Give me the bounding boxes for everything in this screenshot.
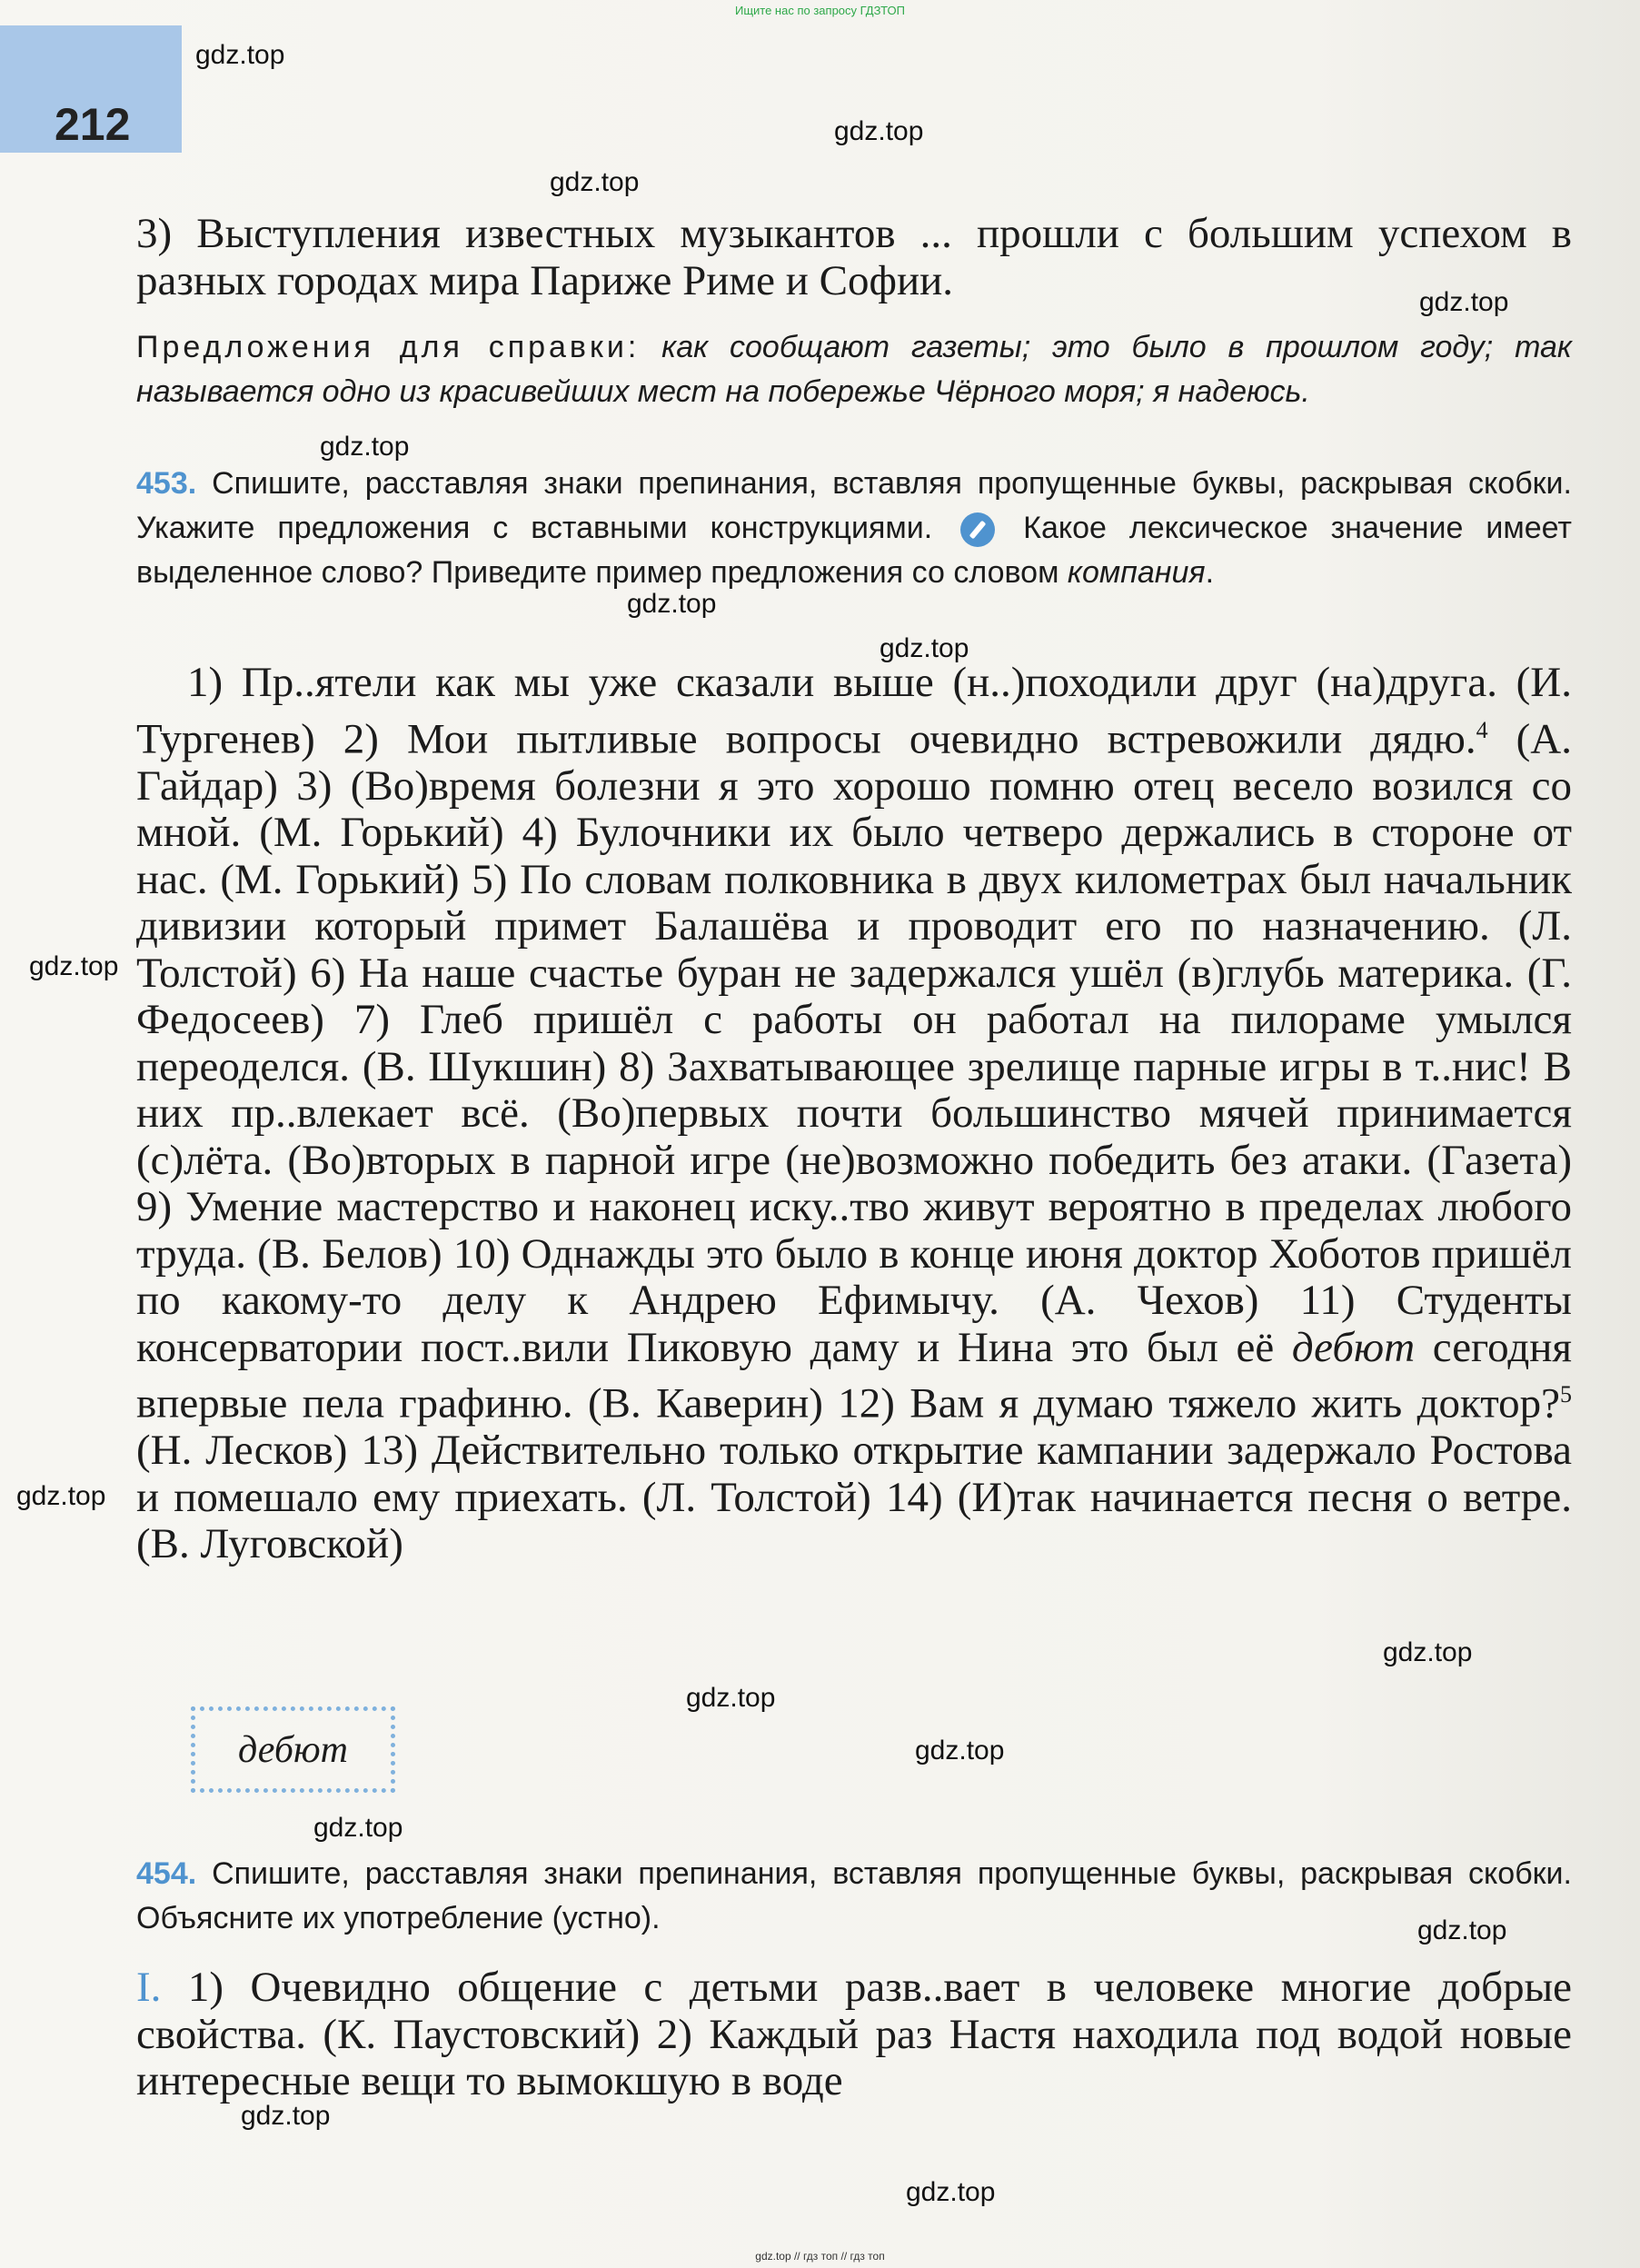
vocabulary-word: дебют bbox=[238, 1728, 348, 1771]
footnote-4: 4 bbox=[1476, 716, 1488, 743]
watermark: gdz.top bbox=[686, 1683, 776, 1713]
exercise-454-number: 454. bbox=[136, 1856, 197, 1891]
exercise-454-task-text: Спишите, расставляя знаки препинания, вставляя пропущенные буквы, раскрывая скобки. Объясните их употребление (устно). bbox=[136, 1856, 1572, 1935]
exercise-453-body-a: 1) Пр..ятели как мы уже сказали выше (н..)походили друг (на)друга. (И. Тургенев) 2) Мои пытливые вопросы очевидно встревожили дядю. bbox=[136, 659, 1572, 763]
reference-label: Предложения для справки: bbox=[136, 330, 641, 364]
watermark: gdz.top bbox=[1419, 287, 1509, 317]
exercise-453-number: 453. bbox=[136, 466, 197, 501]
exercise-453-body-b: (А. Гайдар) 3) (Во)время болезни я это хорошо помню отец весело возился со мной. (М. Горький) 4) Булочники их было четверо держались в стороне от нас. (М. Горький) 5) По словам полковника в двух километрах был начальник дивизии который примет Балашёва и проводит его по назначению. (Л. Толстой) 6) На наше счастье буран не задержался ушёл (в)глубь материка. (Г. Федосеев) 7) Глеб пришёл с работы он работал на пилораме умылся переоделся. (В. Шукшин) 8) Захватывающее зрелище парные игры в т..нис! В них пр..влекает всё. (Во)первых почти большинство мячей принимается (с)лёта. (Во)вторых в парной игре (не)возможно победить без атаки. (Газета) 9) Умение мастерство и наконец иску..тво живут вероятно в пределах любого труда. (В. Белов) 10) Однажды это было в конце июня доктор Хоботов пришёл по какому-то делу к Андрею Ефимычу. (А. Чехов) 11) Студенты консерватории пост..вили Пиковую даму и Нина это был её bbox=[136, 715, 1572, 1371]
exercise-454-body bbox=[136, 1965, 1572, 2105]
footnote-5: 5 bbox=[1560, 1381, 1572, 1408]
vocabulary-word-box bbox=[191, 1706, 395, 1793]
watermark: gdz.top bbox=[313, 1813, 403, 1843]
page-number: 212 bbox=[55, 99, 131, 150]
prev-item-text: 3) Выступления известных музыкантов ... прошли с большим успехом в разных городах мира Париже Риме и Софии. bbox=[136, 210, 1572, 304]
watermark: gdz.top bbox=[241, 2101, 331, 2131]
exercise-453-body bbox=[136, 660, 1572, 1568]
watermark: gdz.top bbox=[320, 432, 410, 462]
watermark: gdz.top bbox=[627, 589, 717, 619]
watermark: gdz.top bbox=[1417, 1915, 1507, 1945]
bottom-footer: gdz.top // гдз топ // гдз топ bbox=[755, 2250, 885, 2263]
exercise-453-task-a: Спишите, расставляя знаки препинания, вставляя пропущенные буквы, раскрывая скобки. Укажите предложения с вставными конструкциями. bbox=[136, 466, 1572, 545]
prev-exercise-item bbox=[136, 211, 1572, 304]
watermark: gdz.top bbox=[29, 951, 119, 981]
exercise-453-task: 453. Спишите, расставляя знаки препинания, вставляя пропущенные буквы, раскрывая скобки. Укажите предложения с вставными конструкциями. Какое лексическое значение имеет выделенное слово? Приведите пример предложения со словом компания. bbox=[136, 466, 1572, 590]
reference-sentences bbox=[136, 325, 1572, 414]
watermark: gdz.top bbox=[550, 167, 640, 197]
exercise-453-task-word: компания bbox=[1067, 555, 1206, 590]
watermark: gdz.top bbox=[880, 633, 969, 663]
exercise-453-body-d: (Н. Лесков) 13) Действительно только открытие кампании задержало Ростова и помешало ему приехать. (Л. Толстой) 14) (И)так начинается песня о ветре. (В. Луговской) bbox=[136, 1427, 1572, 1568]
watermark: gdz.top bbox=[16, 1481, 106, 1511]
watermark: gdz.top bbox=[1383, 1637, 1473, 1667]
watermark: gdz.top bbox=[834, 116, 924, 146]
exercise-453-body-c: сегодня впервые пела графиню. (В. Каверин) 12) Вам я думаю тяжело жить доктор? bbox=[136, 1323, 1572, 1427]
highlighted-word: дебют bbox=[1291, 1323, 1416, 1371]
reference-text: как сообщают газеты; это было в прошлом году; так называется одно из красивейших мест на побережье Чёрного моря; я надеюсь. bbox=[136, 330, 1572, 409]
exercise-454-task bbox=[136, 1852, 1572, 1941]
top-search-banner[interactable]: Ищите нас по запросу ГДЗТОП bbox=[734, 4, 905, 17]
exercise-454-body-text: 1) Очевидно общение с детьми разв..вает в человеке многие добрые свойства. (К. Паустовский) 2) Каждый раз Настя находила под водой новые интересные вещи то вымокшую в воде bbox=[136, 1964, 1573, 2104]
pencil-icon bbox=[960, 512, 995, 547]
watermark: gdz.top bbox=[915, 1736, 1005, 1766]
exercise-454-part-number: I. bbox=[136, 1964, 162, 2011]
watermark: gdz.top bbox=[195, 40, 285, 70]
watermark: gdz.top bbox=[906, 2177, 996, 2207]
exercise-453-task-b: Какое лексическое значение имеет выделенное слово? Приведите пример предложения со словом bbox=[136, 511, 1572, 590]
